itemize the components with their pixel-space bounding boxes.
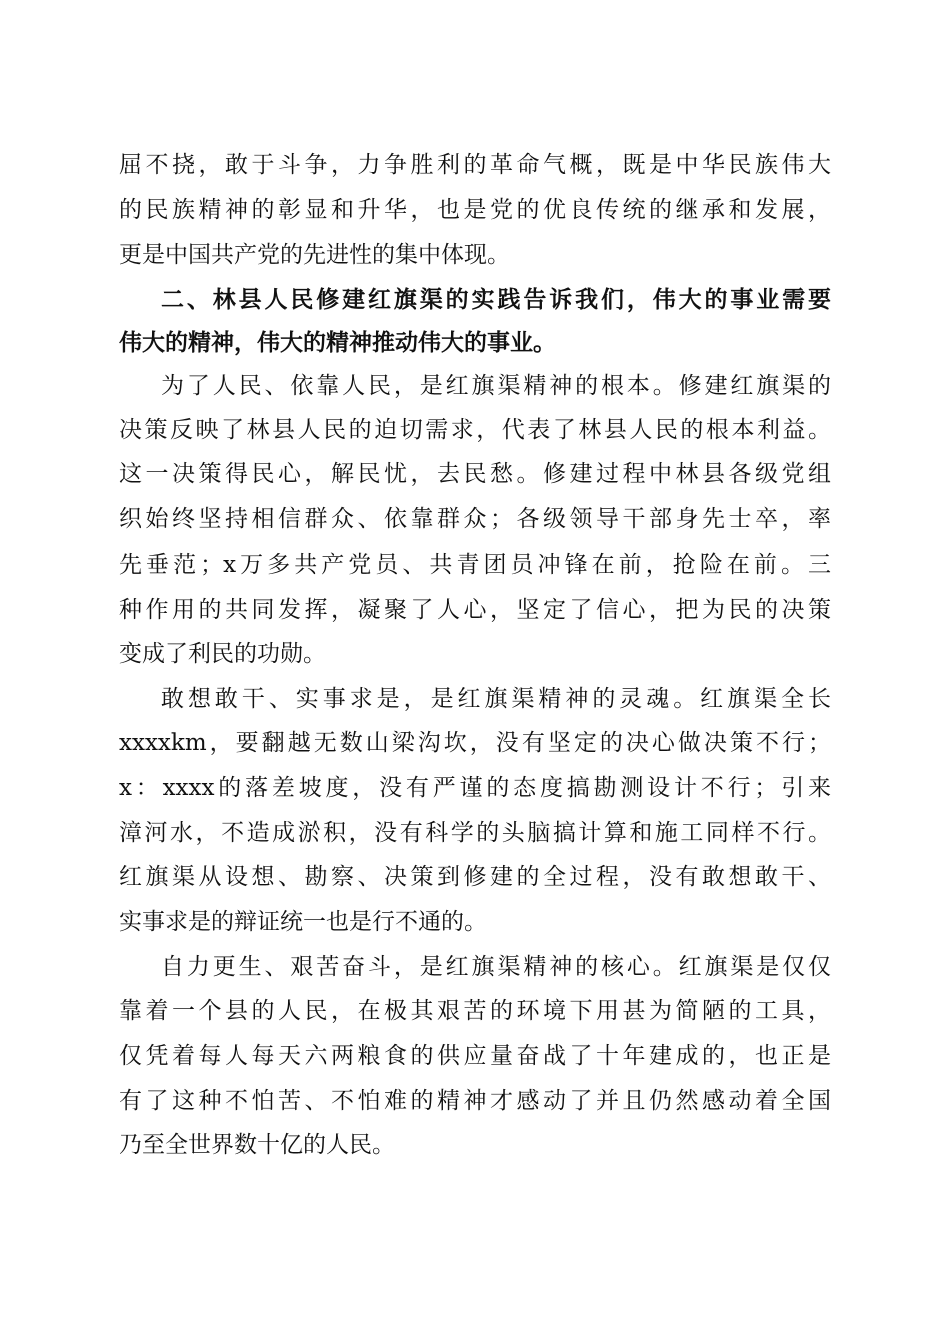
section-heading: 伟大的精神，伟大的精神推动伟大的事业。 (119, 330, 556, 356)
paragraph-line: 红旗渠从设想、勘察、决策到修建的全过程，没有敢想敢干、 (119, 864, 831, 890)
paragraph-line: 先垂范；x万多共产党员、共青团员冲锋在前，抢险在前。三 (119, 552, 831, 578)
paragraph-line: 更是中国共产党的先进性的集中体现。 (119, 242, 510, 268)
paragraph-line: x：xxxx的落差坡度，没有严谨的态度搞勘测设计不行；引来 (119, 775, 831, 801)
paragraph-line: 为了人民、依靠人民，是红旗渠精神的根本。修建红旗渠的 (161, 373, 831, 399)
paragraph-line: 乃至全世界数十亿的人民。 (119, 1132, 395, 1158)
paragraph-line: 决策反映了林县人民的迫切需求，代表了林县人民的根本利益。 (119, 417, 831, 443)
paragraph-line: 变成了利民的功勋。 (119, 641, 326, 667)
paragraph-line: 靠着一个县的人民，在极其艰苦的环境下用甚为简陋的工具， (119, 998, 831, 1024)
paragraph-line: 有了这种不怕苦、不怕难的精神才感动了并且仍然感动着全国 (119, 1088, 831, 1114)
paragraph-line: 的民族精神的彰显和升华，也是党的优良传统的继承和发展， (119, 197, 831, 223)
paragraph-line: xxxxkm，要翻越无数山梁沟坎，没有坚定的决心做决策不行； (119, 730, 831, 756)
section-heading: 二、林县人民修建红旗渠的实践告诉我们，伟大的事业需要 (161, 287, 831, 313)
paragraph-line: 仅凭着每人每天六两粮食的供应量奋战了十年建成的，也正是 (119, 1043, 831, 1069)
paragraph-line: 敢想敢干、实事求是，是红旗渠精神的灵魂。红旗渠全长 (161, 686, 831, 712)
paragraph-line: 织始终坚持相信群众、依靠群众；各级领导干部身先士卒，率 (119, 506, 831, 532)
paragraph-line: 自力更生、艰苦奋斗，是红旗渠精神的核心。红旗渠是仅仅 (161, 954, 831, 980)
paragraph-line: 漳河水，不造成淤积，没有科学的头脑搞计算和施工同样不行。 (119, 820, 831, 846)
paragraph-line: 实事求是的辩证统一也是行不通的。 (119, 909, 487, 935)
paragraph-line: 种作用的共同发挥，凝聚了人心，坚定了信心，把为民的决策 (119, 597, 831, 623)
paragraph-line: 这一决策得民心，解民忧，去民愁。修建过程中林县各级党组 (119, 461, 831, 487)
paragraph-line: 屈不挠，敢于斗争，力争胜利的革命气概，既是中华民族伟大 (119, 152, 831, 178)
